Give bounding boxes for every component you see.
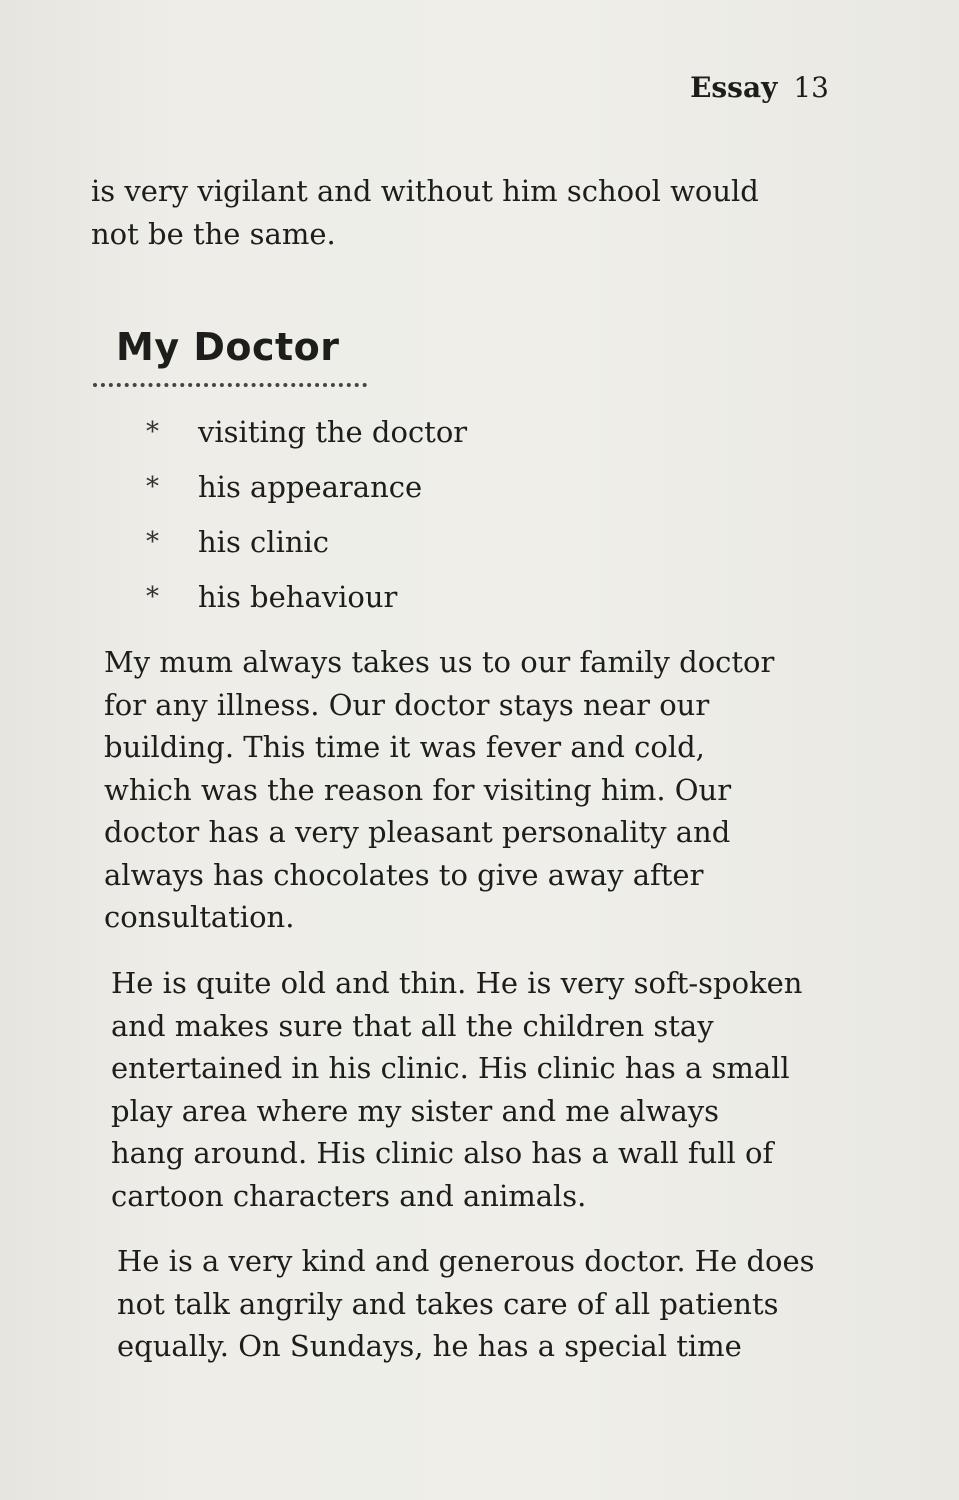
text-line: He is quite old and thin. He is very soft-spoken	[111, 966, 803, 1000]
point-label: his clinic	[198, 524, 330, 559]
text-line: not talk angrily and takes care of all patients	[117, 1286, 779, 1321]
text-line: doctor has a very pleasant personality and	[104, 815, 731, 849]
essay-points-list	[146, 404, 467, 624]
text-line: and makes sure that all the children stay	[111, 1008, 714, 1043]
list-item	[146, 569, 467, 624]
text-line: is very vigilant and without him school would	[91, 174, 759, 208]
page-number: 13	[793, 71, 829, 104]
essay-paragraph-2	[111, 962, 802, 1217]
list-item	[146, 404, 467, 459]
title-dotted-rule	[93, 383, 367, 387]
essay-paragraph-1	[104, 641, 774, 939]
point-label: visiting the doctor	[198, 414, 468, 449]
asterisk-icon: *	[146, 416, 159, 447]
section-name: Essay	[690, 71, 778, 104]
list-item	[146, 514, 467, 569]
text-line: hang around. His clinic also has a wall full of	[111, 1136, 774, 1170]
point-label: his behaviour	[198, 579, 398, 614]
text-line: building. This time it was fever and cold,	[104, 730, 705, 764]
text-line: play area where my sister and me always	[111, 1093, 720, 1128]
essay-title: My Doctor	[116, 325, 340, 369]
text-line: entertained in his clinic. His clinic has a small	[111, 1051, 790, 1085]
text-line: consultation.	[104, 900, 295, 934]
asterisk-icon: *	[146, 526, 159, 557]
running-head	[690, 70, 829, 106]
asterisk-icon: *	[146, 471, 159, 502]
essay-paragraph-3	[117, 1240, 815, 1368]
text-line: My mum always takes us to our family doctor	[104, 645, 775, 679]
text-line: always has chocolates to give away after	[104, 857, 704, 892]
text-line: for any illness. Our doctor stays near our	[104, 687, 710, 722]
list-item	[146, 459, 467, 514]
asterisk-icon: *	[146, 581, 159, 612]
text-line: equally. On Sundays, he has a special time	[117, 1329, 742, 1363]
text-line: not be the same.	[91, 216, 336, 251]
text-line: cartoon characters and animals.	[111, 1178, 587, 1213]
point-label: his appearance	[198, 469, 423, 504]
intro-paragraph	[91, 170, 759, 255]
text-line: He is a very kind and generous doctor. He does	[117, 1244, 815, 1278]
text-line: which was the reason for visiting him. Our	[104, 772, 732, 807]
